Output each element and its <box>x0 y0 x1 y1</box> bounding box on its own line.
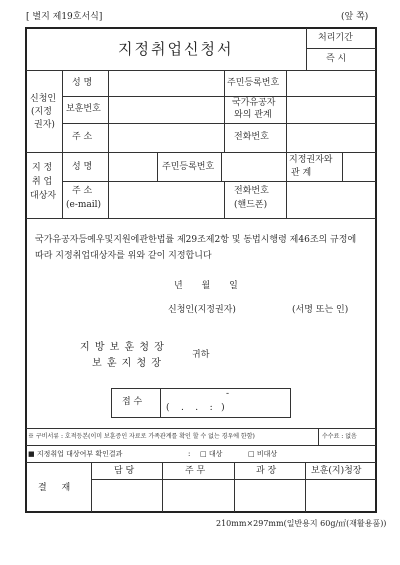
designee-name-label: 성 명 <box>72 162 93 172</box>
applicant-group-label: 신청인 <box>30 94 57 104</box>
designee-rrn-label: 주민등록번호 <box>162 162 215 172</box>
col-line <box>286 181 287 218</box>
approval-col-director: 보훈(지)청장 <box>311 466 362 476</box>
applicant-veteran-no-label: 보훈번호 <box>66 104 101 114</box>
fee-note: 수수료 : 없음 <box>322 433 357 440</box>
confirm-colon: : <box>188 450 191 458</box>
option-target-checkbox[interactable]: □ 대상 <box>200 450 223 458</box>
applicant-relation-label: 와의 관계 <box>234 110 272 120</box>
row-line <box>306 48 376 49</box>
col-line <box>91 462 92 512</box>
applicant-group-label: (지정 <box>31 107 52 117</box>
receipt-dash: - <box>226 389 230 399</box>
col-line <box>221 152 222 181</box>
page-side: (앞 쪽) <box>341 12 369 22</box>
applicant-name-label: 성 명 <box>72 78 93 88</box>
applicant-group-label: 권자) <box>34 120 55 130</box>
designee-address-label: 주 소 <box>72 186 93 196</box>
designee-relation-label: 관 계 <box>291 168 312 178</box>
required-docs-note: ※ 구비서류 : 호적등본(이미 보훈증인 자료로 가족관계를 확인 할 수 없는 경우에 한함) <box>28 433 255 440</box>
col-line <box>286 70 287 152</box>
option-non-target-checkbox[interactable]: □ 비대상 <box>248 450 278 458</box>
col-line <box>305 462 306 512</box>
row-line <box>62 96 376 97</box>
row-line <box>26 462 376 463</box>
applicant-address-label: 주 소 <box>72 132 93 142</box>
applicant-phone-label: 전화번호 <box>234 132 269 142</box>
designee-group-label: 지 정 <box>32 163 53 173</box>
addressee-suffix: 귀하 <box>192 350 210 360</box>
col-line <box>62 70 63 218</box>
processing-value: 즉 시 <box>326 54 347 64</box>
confirm-result-label: ■ 지정취업 대상여부 확인결과 <box>28 450 123 458</box>
row-line <box>26 218 376 219</box>
col-line <box>160 388 161 418</box>
form-title: 지정취업신청서 <box>118 40 234 58</box>
approval-col-main: 주 무 <box>185 466 206 476</box>
addressee-line: 보 훈 지 청 장 <box>92 358 163 369</box>
designee-relation-label: 지정권자와 <box>289 155 333 165</box>
col-line <box>224 70 225 152</box>
designee-phone-label: 전화번호 <box>234 186 269 196</box>
row-line <box>26 152 376 153</box>
form-number: [ 별지 제19호서식] <box>26 12 103 22</box>
designee-email-label: (e-mail) <box>66 200 102 210</box>
row-line <box>26 428 376 429</box>
col-line <box>108 70 109 218</box>
col-line <box>157 152 158 181</box>
receipt-label: 접 수 <box>122 397 143 407</box>
designee-group-label: 취 업 <box>32 177 53 187</box>
designee-phone-label: (핸드폰) <box>234 200 268 210</box>
designee-group-label: 대상자 <box>30 191 57 201</box>
date-line: 년 월 일 <box>174 281 238 291</box>
col-line <box>162 462 163 512</box>
row-line <box>26 70 376 71</box>
approval-col-manager: 과 장 <box>256 466 277 476</box>
addressee-line: 지 방 보 훈 청 장 <box>80 342 165 353</box>
col-line <box>224 181 225 218</box>
approval-label: 결 재 <box>38 483 71 493</box>
row-line <box>26 445 376 446</box>
statement-text: 국가유공자등예우및지원에관한법률 제29조제2항 및 동법시행령 제46조의 규정에 따라 지정취업대상자를 위와 같이 지정합니다 <box>35 235 357 261</box>
paper-size-footer: 210mm×297mm(일반용지 60g/㎡(재활용품)) <box>216 519 387 528</box>
approval-col-staff: 담 당 <box>114 466 135 476</box>
col-line <box>286 152 287 181</box>
signature-note: (서명 또는 인) <box>292 305 349 315</box>
applicant-relation-label: 국가유공자 <box>232 98 276 108</box>
row-line <box>62 123 376 124</box>
receipt-value: ( . . : ) <box>166 403 225 413</box>
processing-label: 처리기간 <box>318 33 353 43</box>
col-line <box>234 462 235 512</box>
col-line <box>318 428 319 445</box>
row-line <box>62 181 376 182</box>
col-line <box>306 28 307 70</box>
applicant-signature-label: 신청인(지정권자) <box>168 305 236 315</box>
applicant-rrn-label: 주민등록번호 <box>227 78 280 88</box>
col-line <box>342 152 343 181</box>
